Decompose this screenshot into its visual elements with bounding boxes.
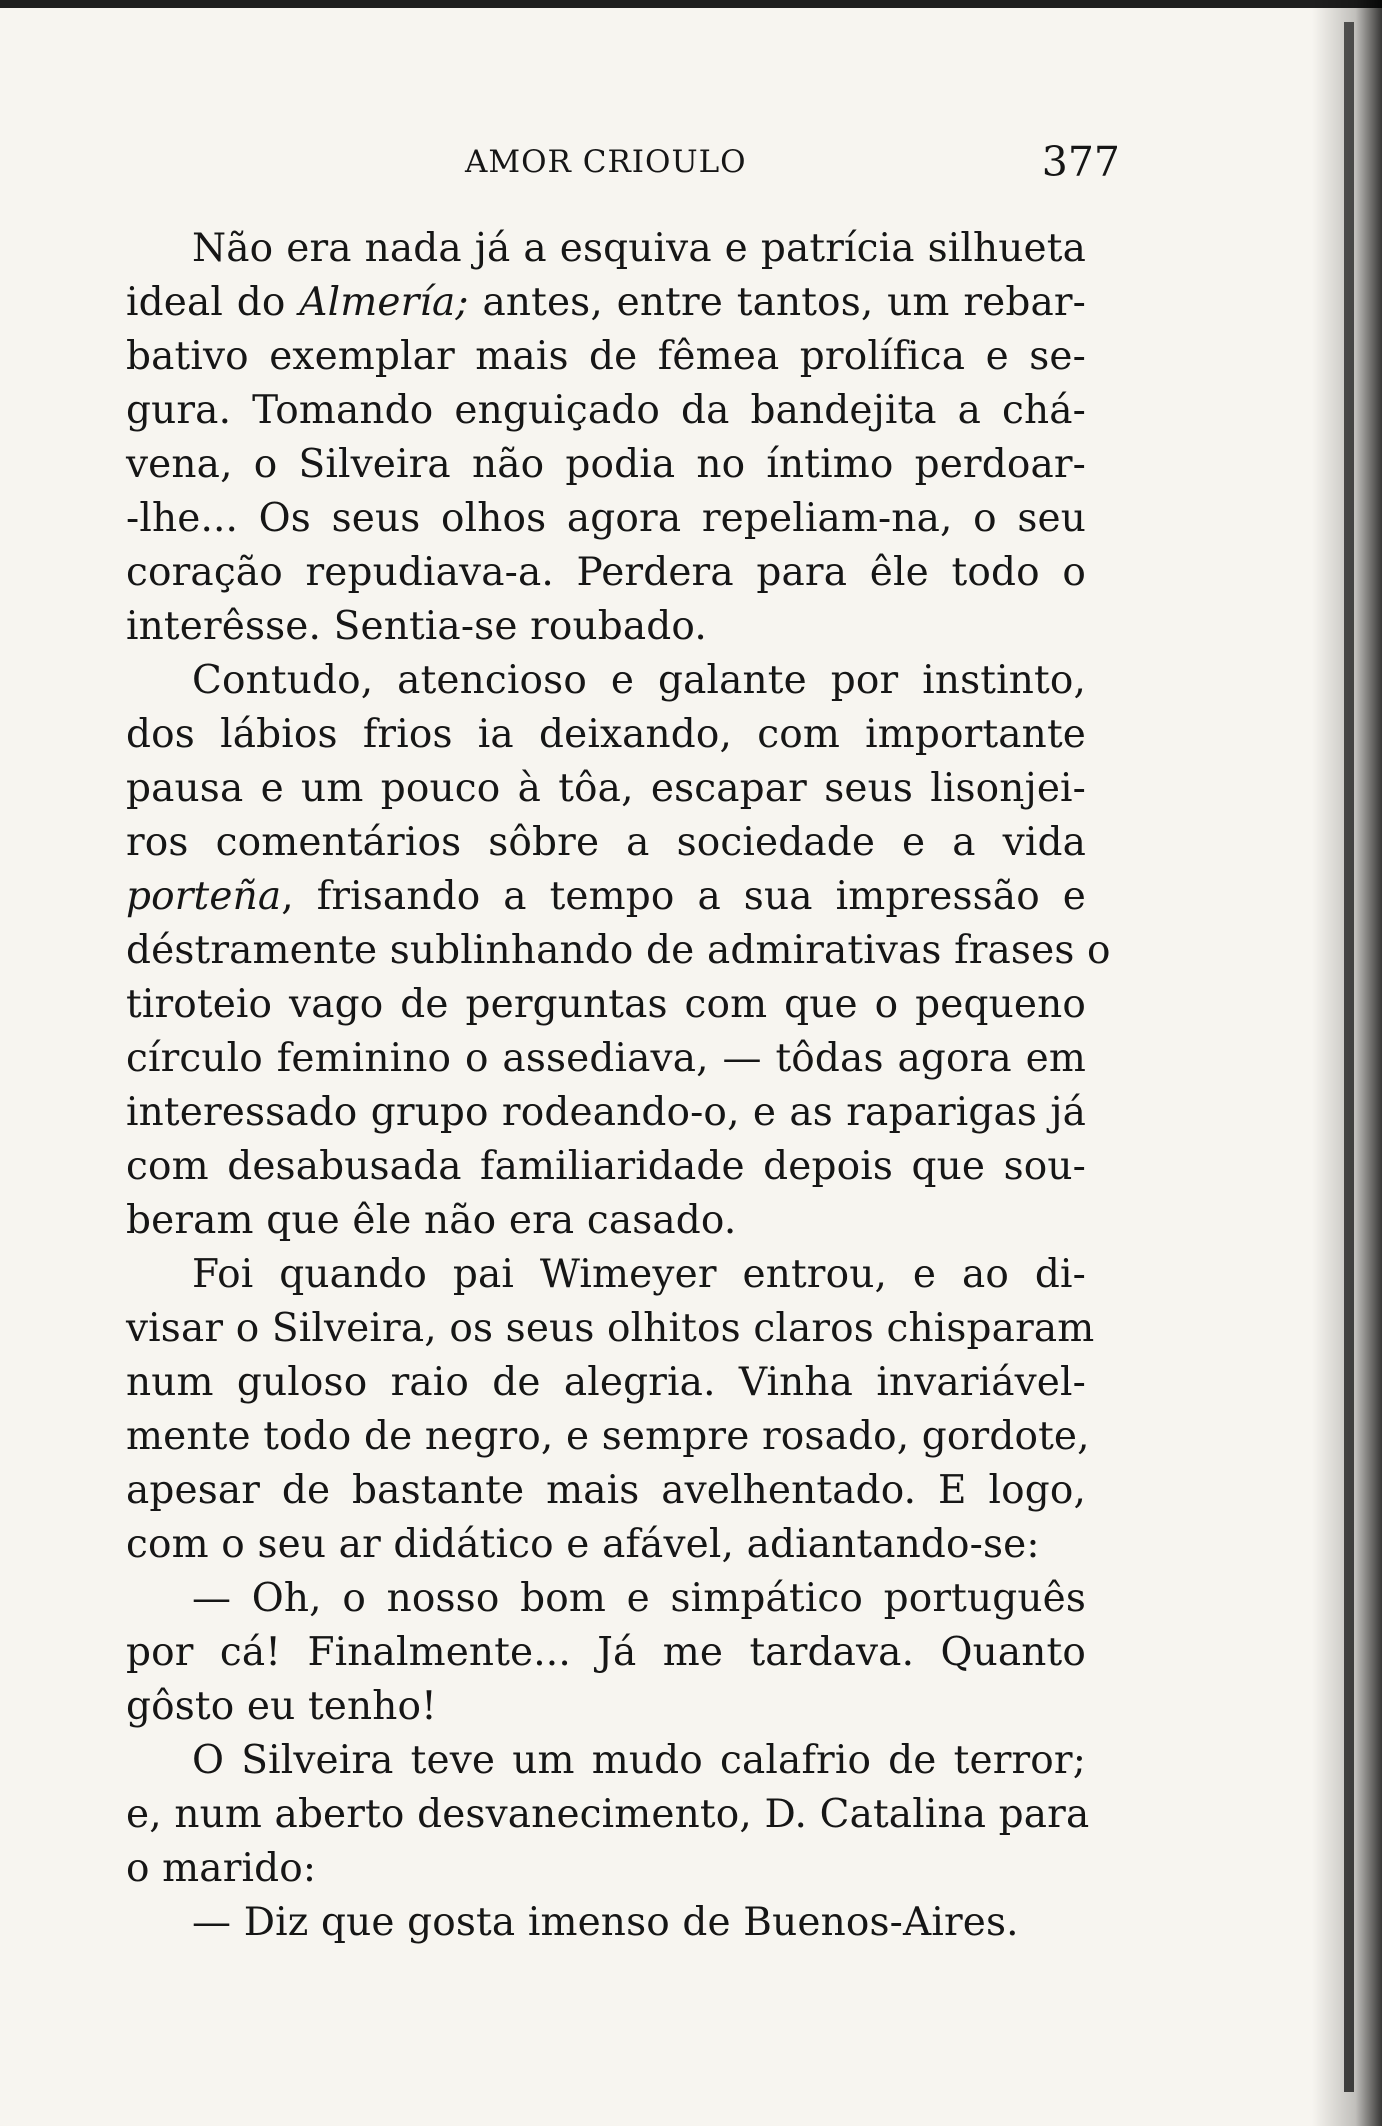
text-line: visar o Silveira, os seus olhitos claros chisparam <box>126 1306 1095 1351</box>
text-fragment: antes, entre tantos, um rebar- <box>468 280 1086 325</box>
page-body-text <box>126 222 1111 1950</box>
text-line: — Diz que gosta imenso de Buenos-Aires. <box>192 1900 1019 1945</box>
text-line: dos lábios frios ia deixando, com importante <box>126 712 1086 757</box>
text-line: O Silveira teve um mudo calafrio de terror; <box>192 1738 1086 1783</box>
top-page-edge <box>0 0 1382 8</box>
text-line: gôsto eu tenho! <box>126 1684 437 1729</box>
text-line: o marido: <box>126 1846 317 1891</box>
italic-word: porteña <box>126 874 282 919</box>
running-title: AMOR CRIOULO <box>465 144 747 180</box>
text-line: por cá! Finalmente... Já me tardava. Quanto <box>126 1630 1086 1675</box>
text-line: interessado grupo rodeando-o, e as raparigas já <box>126 1090 1086 1135</box>
text-line: apesar de bastante mais avelhentado. E logo, <box>126 1468 1086 1513</box>
binding-line <box>1344 22 1354 2092</box>
text-line: Não era nada já a esquiva e patrícia silhueta <box>192 226 1086 271</box>
text-line: com o seu ar didático e afável, adiantando-se: <box>126 1522 1040 1567</box>
text-line: coração repudiava-a. Perdera para êle todo o <box>126 550 1086 595</box>
text-line: bativo exemplar mais de fêmea prolífica e se- <box>126 334 1086 379</box>
text-fragment: ideal do <box>126 280 300 325</box>
italic-word: Almería; <box>299 280 469 325</box>
text-line: com desabusada familiaridade depois que sou- <box>126 1144 1086 1189</box>
text-line-with-italic-word <box>126 276 1086 330</box>
text-line: -lhe... Os seus olhos agora repeliam-na, o seu <box>126 496 1086 541</box>
text-line: tiroteio vago de perguntas com que o pequeno <box>126 982 1086 1027</box>
text-line: círculo feminino o assediava, — tôdas agora em <box>126 1036 1086 1081</box>
text-line: déstramente sublinhando de admirativas frases o <box>126 928 1111 973</box>
text-line: e, num aberto desvanecimento, D. Catalina para <box>126 1792 1090 1837</box>
page-header <box>120 138 1120 192</box>
text-line: gura. Tomando enguiçado da bandejita a chá- <box>126 388 1086 433</box>
text-line: vena, o Silveira não podia no íntimo perdoar- <box>126 442 1086 487</box>
text-line: interêsse. Sentia-se roubado. <box>126 604 707 649</box>
page-number: 377 <box>1041 138 1120 186</box>
text-line: ros comentários sôbre a sociedade e a vida <box>126 820 1086 865</box>
text-line: num guloso raio de alegria. Vinha invariável- <box>126 1360 1086 1405</box>
text-line-with-italic-word <box>126 870 1086 924</box>
text-line: Contudo, atencioso e galante por instinto, <box>192 658 1086 703</box>
text-fragment: , frisando a tempo a sua impressão e <box>281 874 1086 919</box>
text-line: pausa e um pouco à tôa, escapar seus lisonjei- <box>126 766 1086 811</box>
text-line: — Oh, o nosso bom e simpático português <box>192 1576 1086 1621</box>
text-line: mente todo de negro, e sempre rosado, gordote, <box>126 1414 1090 1459</box>
text-line: Foi quando pai Wimeyer entrou, e ao di- <box>192 1252 1086 1297</box>
text-line: beram que êle não era casado. <box>126 1198 737 1243</box>
